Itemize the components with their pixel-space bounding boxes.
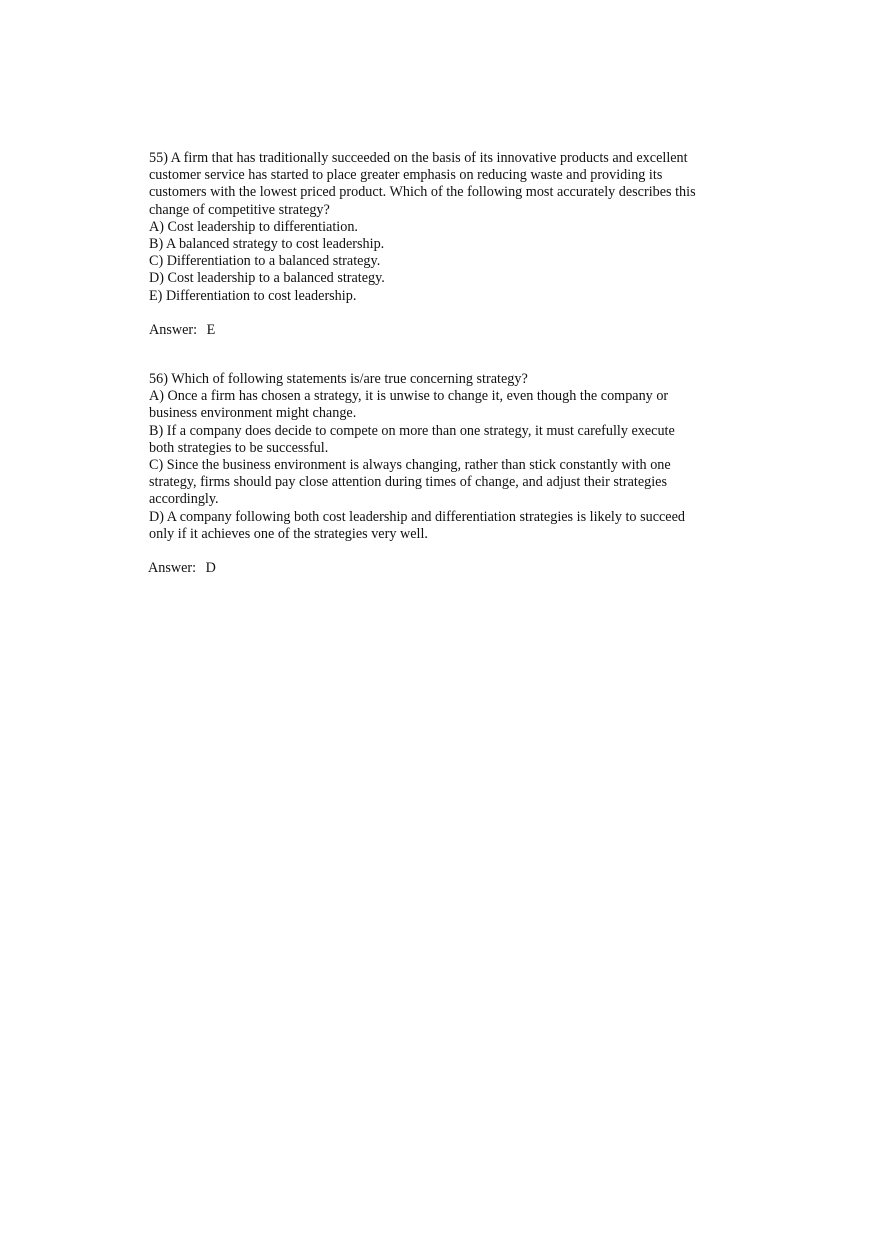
option-line: C) Since the business environment is always changing, rather than stick constantly with one bbox=[149, 457, 671, 474]
option-line: D) A company following both cost leadership and differentiation strategies is likely to succeed bbox=[149, 508, 685, 525]
option-e bbox=[149, 288, 739, 305]
option-c bbox=[149, 253, 739, 270]
stem-line: 55) A firm that has traditionally succeeded on the basis of its innovative products and excellent bbox=[149, 150, 688, 166]
stem-line: change of competitive strategy? bbox=[149, 201, 330, 218]
option-line: both strategies to be successful. bbox=[149, 439, 329, 456]
option-b bbox=[149, 236, 739, 253]
question-stem bbox=[149, 150, 739, 219]
answer-options bbox=[149, 388, 739, 543]
option-line: B) A balanced strategy to cost leadership. bbox=[149, 236, 385, 253]
option-line: A) Cost leadership to differentiation. bbox=[149, 218, 358, 235]
answer-line bbox=[149, 322, 739, 339]
document-content bbox=[149, 150, 739, 577]
question-56 bbox=[149, 371, 739, 577]
option-line: C) Differentiation to a balanced strategy. bbox=[149, 253, 381, 270]
option-line: E) Differentiation to cost leadership. bbox=[149, 287, 357, 304]
stem-line: customers with the lowest priced product. Which of the following most accurately describes this bbox=[149, 184, 696, 201]
option-line: strategy, firms should pay close attention during times of change, and adjust their strategies bbox=[149, 474, 667, 491]
option-line: business environment might change. bbox=[149, 405, 357, 422]
option-a bbox=[149, 219, 739, 236]
option-line: only if it achieves one of the strategies very well. bbox=[149, 525, 428, 542]
option-d bbox=[149, 509, 739, 543]
option-line: accordingly. bbox=[149, 491, 219, 508]
answer-line bbox=[148, 560, 739, 577]
answer-label: Answer: bbox=[149, 321, 198, 338]
option-c bbox=[149, 457, 739, 509]
option-line: A) Once a firm has chosen a strategy, it is unwise to change it, even though the company or bbox=[149, 388, 669, 405]
option-line: B) If a company does decide to compete on more than one strategy, it must carefully execute bbox=[149, 422, 675, 439]
answer-value: D bbox=[205, 560, 216, 577]
option-line: D) Cost leadership to a balanced strategy. bbox=[149, 270, 385, 287]
answer-value: E bbox=[206, 321, 216, 338]
option-d bbox=[149, 270, 739, 287]
option-a bbox=[149, 388, 739, 422]
question-55 bbox=[149, 150, 739, 339]
question-stem bbox=[149, 371, 739, 388]
stem-line: 56) Which of following statements is/are true concerning strategy? bbox=[149, 371, 528, 388]
option-b bbox=[149, 423, 739, 457]
stem-line: customer service has started to place greater emphasis on reducing waste and providing its bbox=[149, 167, 663, 184]
answer-label: Answer: bbox=[148, 560, 197, 577]
answer-options bbox=[149, 219, 739, 305]
